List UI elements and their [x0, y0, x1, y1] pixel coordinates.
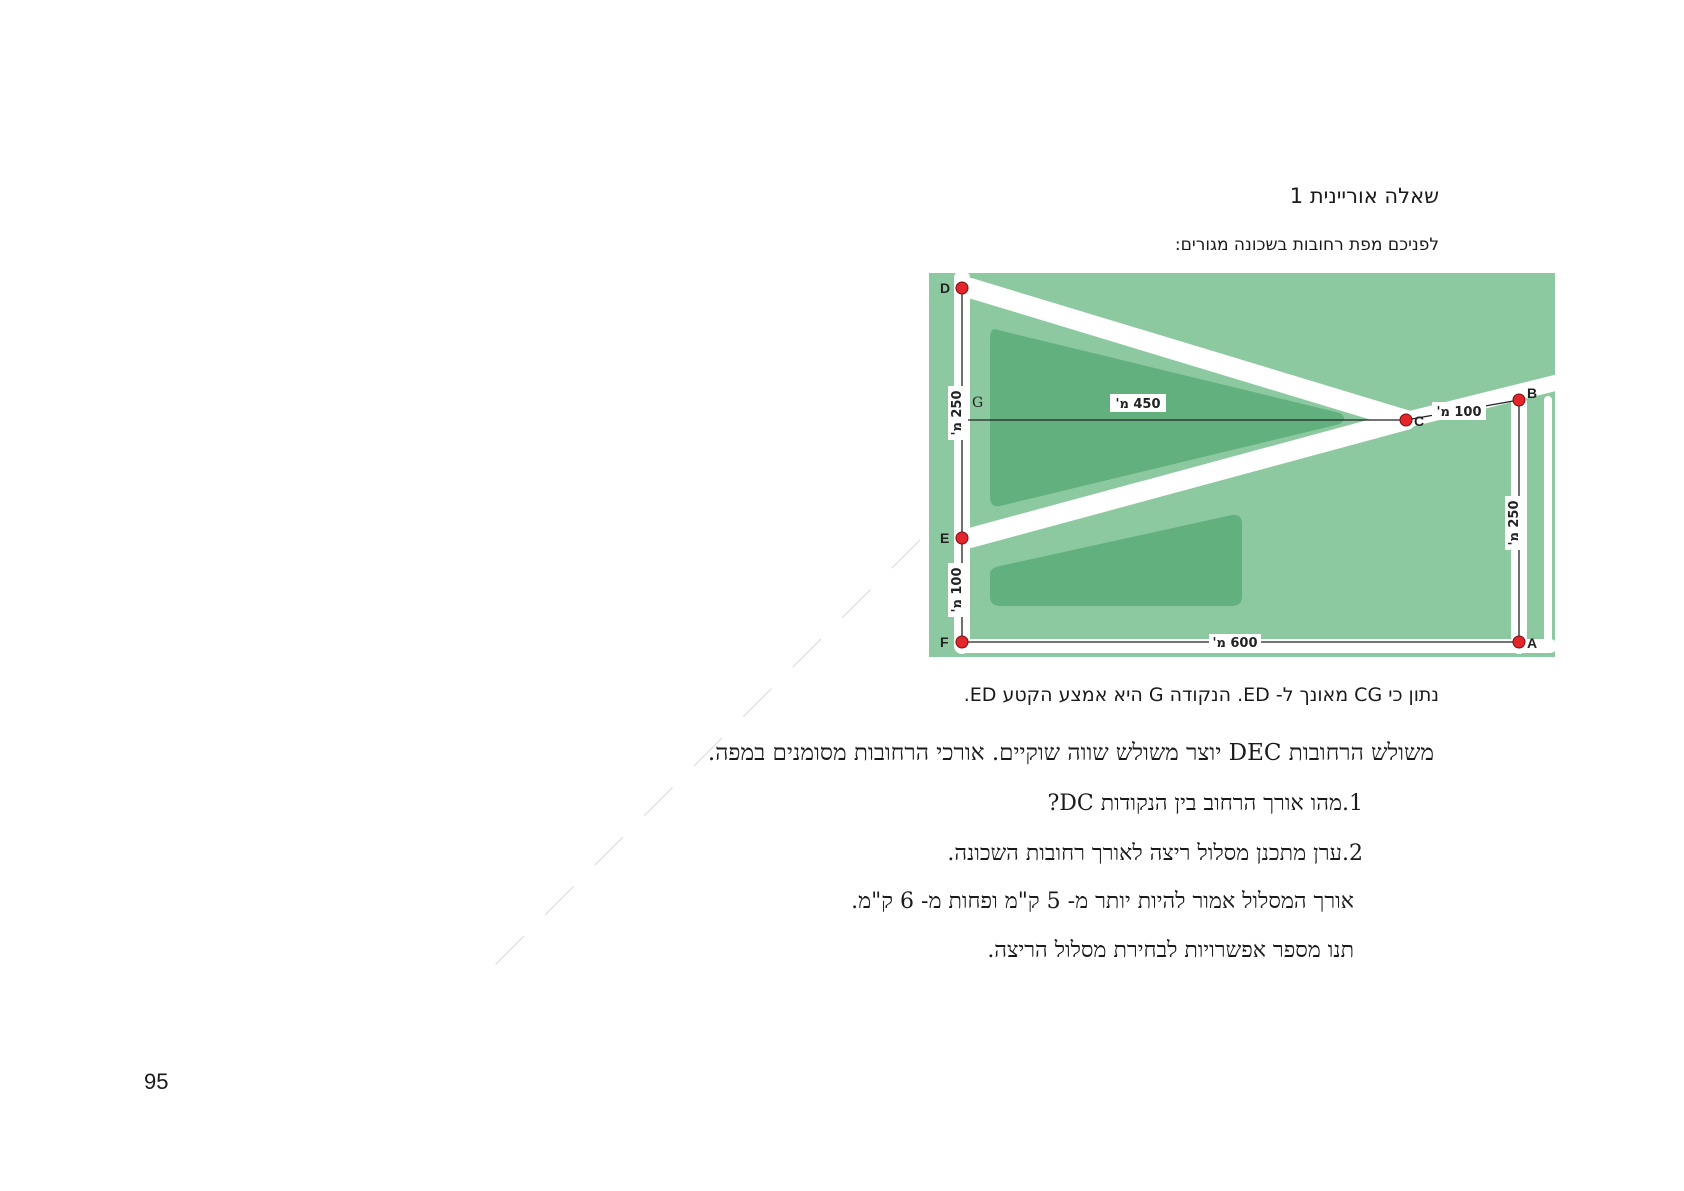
- intro-text: לפניכם מפת רחובות בשכונה מגורים:: [1174, 235, 1439, 255]
- length-fa: 600 מ': [1212, 636, 1258, 651]
- label-g: G: [972, 395, 984, 411]
- point-a: [1513, 636, 1525, 648]
- page-number: 95: [144, 1069, 169, 1094]
- label-d: D: [940, 280, 951, 296]
- question-title: שאלה אוריינית 1: [1289, 184, 1439, 208]
- point-f: [956, 636, 968, 648]
- question-2-text: ערן מתכנן מסלול ריצה לאורך רחובות השכונה.: [947, 841, 1342, 866]
- label-e: E: [940, 530, 950, 546]
- length-ab: 250 מ': [1507, 500, 1522, 546]
- length-ef: 100 מ': [950, 567, 965, 613]
- length-de: 250 מ': [950, 390, 965, 436]
- problem-statement: משולש הרחובות DEC יוצר משולש שווה שוקיים. אורכי הרחובות מסומנים במפה.: [707, 740, 1434, 766]
- point-e: [956, 532, 968, 544]
- question-1-number: 1.: [1342, 791, 1363, 816]
- label-b: B: [1527, 385, 1538, 401]
- label-f: F: [940, 634, 949, 650]
- label-c: C: [1414, 413, 1425, 429]
- question-2-number: 2.: [1342, 841, 1363, 866]
- question-1-text: מהו אורך הרחוב בין הנקודות DC?: [1047, 791, 1342, 816]
- question-2: [947, 840, 1384, 866]
- question-2-line-2: אורך המסלול אמור להיות יותר מ- 5 ק"מ ופחות מ- 6 ק"מ.: [851, 889, 1354, 914]
- point-b: [1513, 394, 1525, 406]
- point-c: [1400, 414, 1412, 426]
- question-1: [1047, 790, 1384, 816]
- length-cb: 100 מ': [1436, 405, 1482, 420]
- label-a: A: [1527, 635, 1538, 651]
- street-map: [920, 268, 1560, 662]
- length-cg: 450 מ': [1115, 397, 1161, 412]
- question-2-line-3: תנו מספר אפשרויות לבחירת מסלול הריצה.: [987, 938, 1354, 963]
- point-d: [956, 282, 968, 294]
- given-text: נתון כי CG מאונך ל- ED. הנקודה G היא אמצע הקטע ED.: [963, 684, 1439, 706]
